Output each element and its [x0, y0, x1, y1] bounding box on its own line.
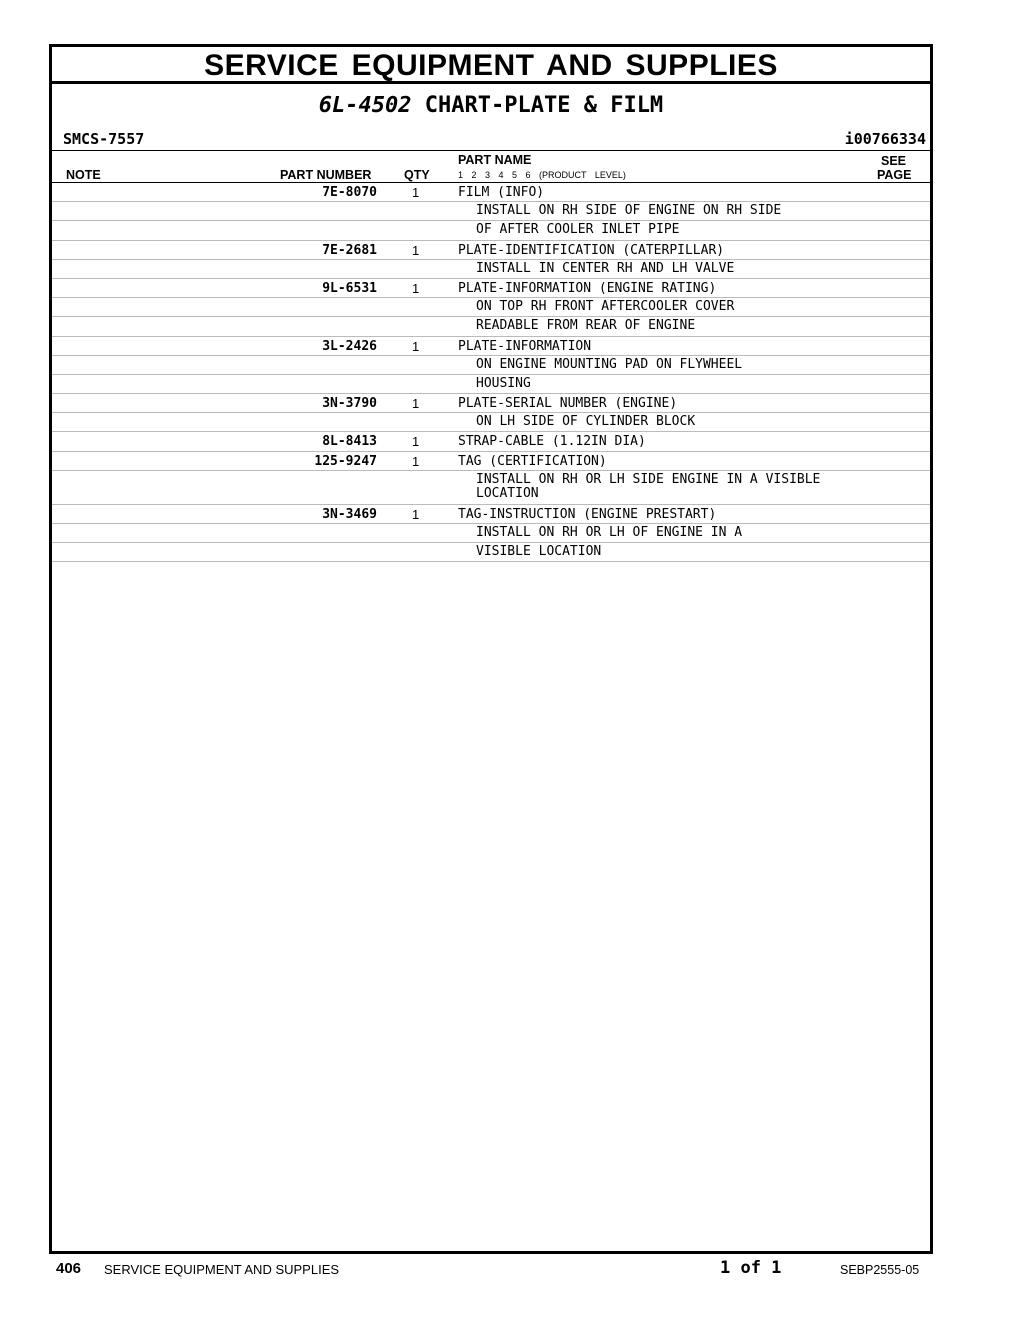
- part-number-cell: 3N-3469: [322, 506, 377, 522]
- table-row: [52, 202, 930, 221]
- qty-cell: 1: [412, 506, 420, 522]
- table-row: [52, 471, 930, 505]
- qty-cell: 1: [412, 280, 420, 296]
- page-of: 1 of 1: [720, 1258, 782, 1278]
- part-name-cell: PLATE-INFORMATION: [458, 338, 592, 354]
- col-see: SEE: [881, 154, 907, 168]
- table-row: [52, 241, 930, 260]
- part-heading: [52, 93, 930, 118]
- description-cell: INSTALL ON RH OR LH SIDE ENGINE IN A VISIBLE LOCATION: [476, 471, 821, 502]
- part-name-cell: FILM (INFO): [458, 185, 545, 200]
- table-row: [52, 260, 930, 279]
- table-row: [52, 298, 930, 317]
- product-levels: 1 2 3 4 5 6 (PRODUCT LEVEL): [458, 170, 626, 180]
- part-name-cell: TAG-INSTRUCTION (ENGINE PRESTART): [458, 506, 717, 522]
- part-name-cell: PLATE-INFORMATION (ENGINE RATING): [458, 280, 717, 296]
- part-name-cell: TAG (CERTIFICATION): [458, 453, 607, 469]
- group-part-number: 6L-4502: [318, 93, 412, 118]
- page-number: 406: [56, 1260, 82, 1277]
- smcs-code: SMCS-7557: [63, 130, 145, 148]
- document-id: SEBP2555-05: [840, 1263, 920, 1277]
- description-cell: ON TOP RH FRONT AFTERCOOLER COVER: [476, 299, 735, 315]
- description-cell: ON LH SIDE OF CYLINDER BLOCK: [476, 414, 696, 430]
- qty-cell: 1: [412, 338, 420, 354]
- part-number-cell: 125-9247: [314, 453, 377, 469]
- page-frame: [49, 44, 933, 1254]
- illustration-id: i00766334: [844, 130, 926, 148]
- table-row: [52, 356, 930, 375]
- qty-cell: 1: [412, 396, 420, 412]
- description-cell: OF AFTER COOLER INLET PIPE: [476, 222, 680, 238]
- table-row: [52, 394, 930, 413]
- col-page: PAGE: [877, 168, 912, 182]
- table-row: [52, 543, 930, 562]
- table-row: [52, 337, 930, 356]
- qty-cell: 1: [412, 242, 420, 258]
- qty-cell: 1: [412, 434, 420, 450]
- section-title: SERVICE EQUIPMENT AND SUPPLIES: [52, 47, 930, 84]
- part-name-cell: PLATE-SERIAL NUMBER (ENGINE): [458, 396, 678, 412]
- table-row: [52, 505, 930, 524]
- table-row: [52, 413, 930, 432]
- part-number-cell: 3N-3790: [322, 396, 377, 412]
- part-number-cell: 3L-2426: [322, 338, 377, 354]
- col-part-name: PART NAME: [458, 153, 532, 167]
- description-cell: ON ENGINE MOUNTING PAD ON FLYWHEEL: [476, 356, 743, 372]
- description-cell: INSTALL ON RH SIDE OF ENGINE ON RH SIDE: [476, 203, 782, 219]
- table-row: [52, 317, 930, 336]
- table-row: [52, 452, 930, 471]
- description-cell: HOUSING: [476, 375, 531, 391]
- parts-table: [52, 183, 930, 562]
- table-row: [52, 432, 930, 451]
- description-cell: VISIBLE LOCATION: [476, 544, 602, 560]
- description-cell: INSTALL IN CENTER RH AND LH VALVE: [476, 260, 735, 276]
- table-row: [52, 279, 930, 298]
- description-cell: INSTALL ON RH OR LH OF ENGINE IN A: [476, 525, 743, 540]
- part-number-cell: 8L-8413: [322, 434, 377, 450]
- table-row: [52, 221, 930, 240]
- footer-section: SERVICE EQUIPMENT AND SUPPLIES: [104, 1262, 340, 1277]
- table-row: [52, 524, 930, 543]
- part-name-cell: PLATE-IDENTIFICATION (CATERPILLAR): [458, 242, 725, 258]
- part-number-cell: 7E-2681: [322, 242, 377, 258]
- group-part-title: CHART-PLATE & FILM: [424, 93, 664, 118]
- table-row: [52, 375, 930, 394]
- part-number-cell: 9L-6531: [322, 280, 377, 296]
- part-name-cell: STRAP-CABLE (1.12IN DIA): [458, 434, 646, 450]
- qty-cell: 1: [412, 453, 420, 469]
- table-row: [52, 183, 930, 202]
- col-qty: QTY: [404, 168, 430, 182]
- col-part-number: PART NUMBER: [280, 168, 372, 182]
- header-divider: [52, 150, 930, 151]
- part-number-cell: 7E-8070: [322, 185, 377, 200]
- description-cell: READABLE FROM REAR OF ENGINE: [476, 318, 696, 334]
- col-note: NOTE: [66, 168, 101, 182]
- qty-cell: 1: [412, 185, 420, 200]
